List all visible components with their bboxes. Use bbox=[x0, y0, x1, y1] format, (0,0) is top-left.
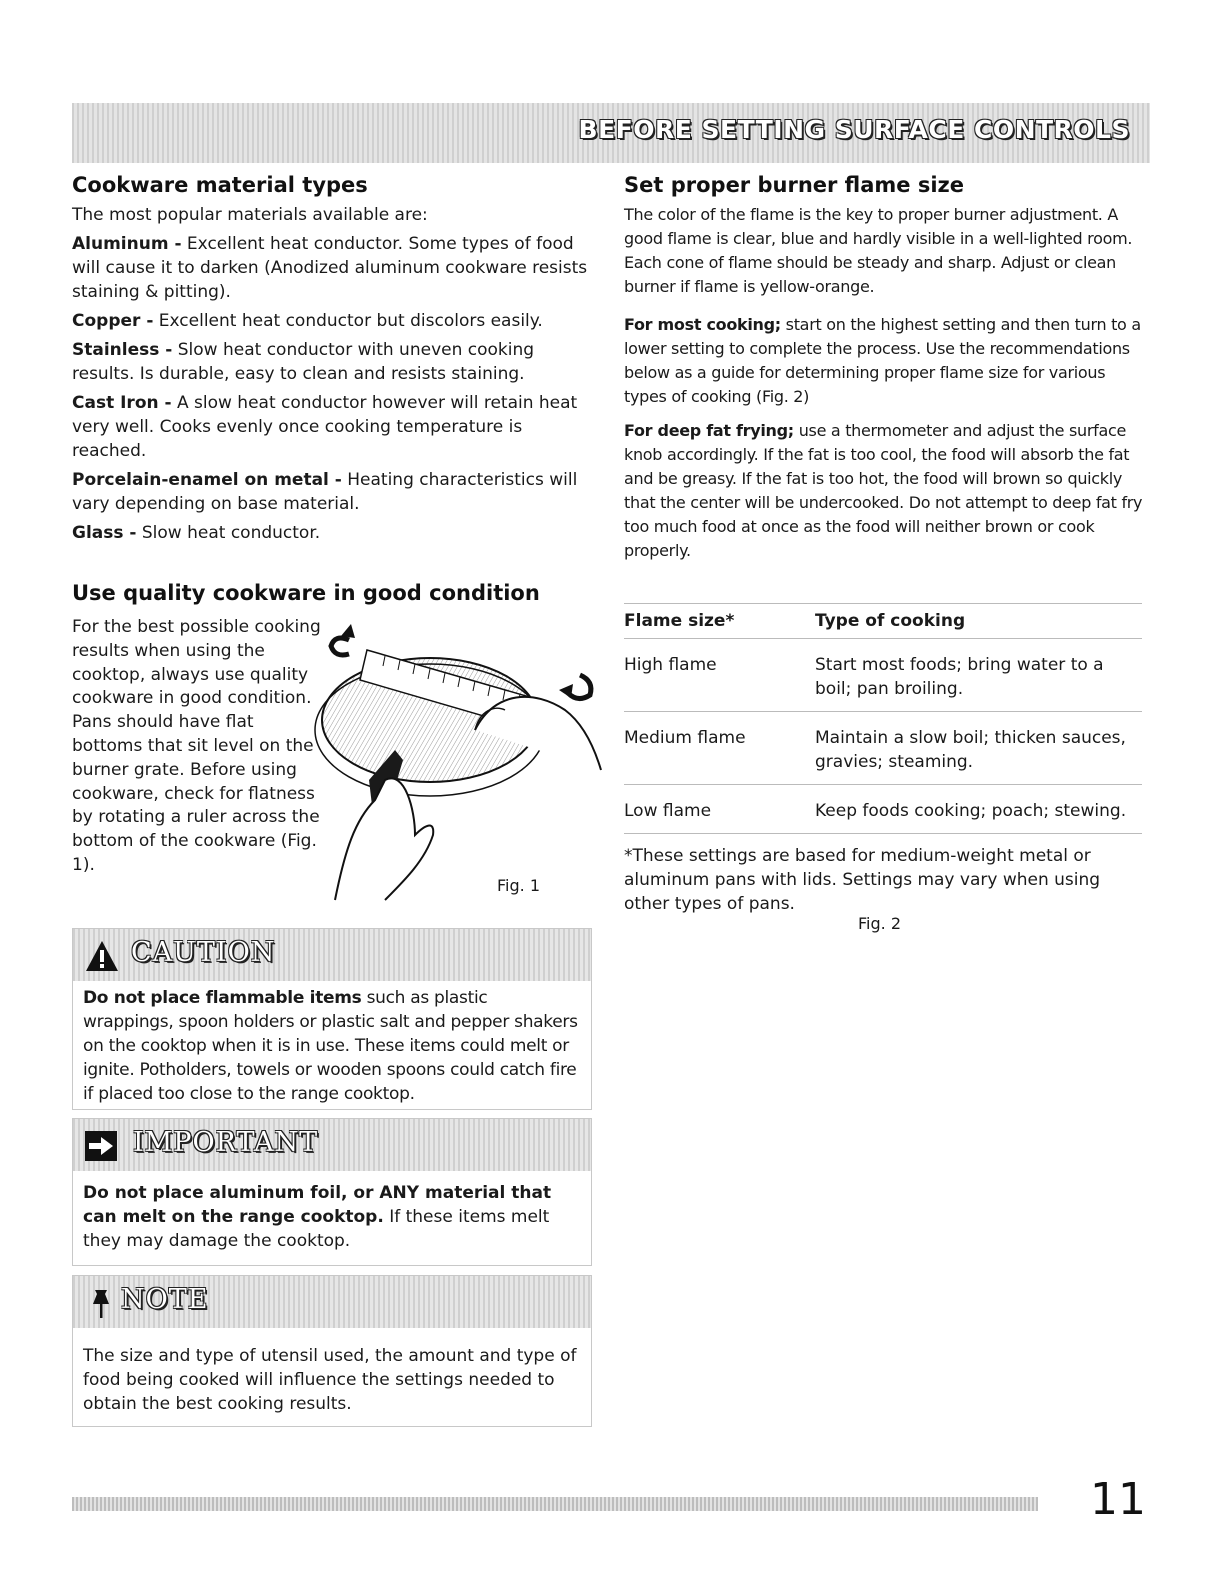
note-box bbox=[72, 1275, 592, 1427]
fig1-caption: Fig. 1 bbox=[497, 876, 540, 895]
section-title: BEFORE SETTING SURFACE CONTROLS bbox=[578, 115, 1130, 144]
fig2-caption: Fig. 2 bbox=[858, 914, 901, 933]
table-cell: High flame bbox=[624, 639, 815, 712]
note-text: The size and type of utensil used, the amount and type of food being cooked will influence the settings needed to obtain the best cooking results. bbox=[83, 1346, 577, 1414]
flame-heading: Set proper burner flame size bbox=[624, 173, 965, 197]
footer-bar bbox=[72, 1497, 1038, 1511]
table-cell: Medium flame bbox=[624, 712, 815, 785]
materials-section bbox=[72, 173, 592, 550]
material-item: Stainless - Slow heat conductor with uneven cooking results. Is durable, easy to clean and resists staining. bbox=[72, 340, 535, 384]
warning-triangle-icon bbox=[85, 939, 119, 973]
caution-body bbox=[73, 981, 591, 1118]
table-header-type: Type of cooking bbox=[815, 604, 1142, 639]
note-body bbox=[73, 1328, 591, 1428]
important-text: Do not place aluminum foil, or ANY material that can melt on the range cooktop. If these items melt they may damage the cooktop. bbox=[83, 1183, 552, 1251]
quality-heading: Use quality cookware in good condition bbox=[72, 581, 540, 605]
note-header bbox=[73, 1276, 591, 1328]
flame-section bbox=[624, 173, 1149, 568]
table-row bbox=[624, 639, 1142, 712]
table-header-flame-size: Flame size* bbox=[624, 604, 815, 639]
important-body bbox=[73, 1171, 591, 1265]
table-cell: Maintain a slow boil; thicken sauces, gravies; steaming. bbox=[815, 712, 1142, 785]
note-label: NOTE bbox=[121, 1284, 209, 1315]
caution-label: CAUTION bbox=[131, 937, 276, 968]
important-label: IMPORTANT bbox=[133, 1127, 319, 1158]
quality-text: For the best possible cooking results when using the cooktop, always use quality cookware in good condition. Pans should have flat bottoms that sit level on the burner grate. Before using cookware, check for flatness by rotating a ruler across the bottom of the cookware (Fig. 1). bbox=[72, 617, 321, 875]
table-cell: Start most foods; bring water to a boil; pan broiling. bbox=[815, 639, 1142, 712]
quality-text-block bbox=[72, 616, 322, 883]
materials-heading: Cookware material types bbox=[72, 173, 368, 197]
caution-box bbox=[72, 928, 592, 1110]
material-item: Copper - Excellent heat conductor but discolors easily. bbox=[72, 311, 543, 331]
material-item: Porcelain-enamel on metal - Heating characteristics will vary depending on base material. bbox=[72, 470, 578, 514]
deep-fat-paragraph: For deep fat frying; use a thermometer and adjust the surface knob accordingly. If the fat is too cool, the food will absorb the fat and be greasy. If the fat is too hot, the food will brown so quickly that the center will be undercooked. Do not attempt to deep fat fry too much food at once as the food will neither brown or cook properly. bbox=[624, 421, 1143, 560]
materials-intro: The most popular materials available are: bbox=[72, 205, 428, 225]
caution-header bbox=[73, 929, 591, 981]
material-item: Cast Iron - A slow heat conductor however will retain heat very well. Cooks evenly once cooking temperature is reached. bbox=[72, 393, 578, 461]
arrow-right-icon bbox=[85, 1129, 119, 1163]
page-number: 11 bbox=[1090, 1474, 1146, 1525]
pushpin-icon bbox=[85, 1286, 119, 1320]
table-row bbox=[624, 712, 1142, 785]
table-row bbox=[624, 785, 1142, 834]
most-cooking-paragraph: For most cooking; start on the highest setting and then turn to a lower setting to complete the process. Use the recommendations below as a guide for determining proper flame size for various types of cooking (Fig. 2) bbox=[624, 315, 1141, 406]
section-banner bbox=[72, 103, 1150, 163]
flame-size-table bbox=[624, 603, 1142, 834]
table-cell: Low flame bbox=[624, 785, 815, 834]
table-cell: Keep foods cooking; poach; stewing. bbox=[815, 785, 1142, 834]
table-header-row bbox=[624, 604, 1142, 639]
important-box bbox=[72, 1118, 592, 1266]
flame-intro: The color of the flame is the key to proper burner adjustment. A good flame is clear, blue and hardly visible in a well-lighted room. Each cone of flame should be steady and sharp. Adjust or clean burner if flame is yellow-orange. bbox=[624, 205, 1133, 296]
caution-text: Do not place flammable items such as plastic wrappings, spoon holders or plastic salt and pepper shakers on the cooktop when it is in use. These items could melt or ignite. Potholders, towels or wooden spoons could catch fire if placed too close to the range cooktop. bbox=[83, 988, 578, 1104]
important-header bbox=[73, 1119, 591, 1171]
material-item: Aluminum - Excellent heat conductor. Some types of food will cause it to darken (Anodized aluminum cookware resists staining & pitting). bbox=[72, 234, 588, 302]
material-item: Glass - Slow heat conductor. bbox=[72, 523, 321, 543]
ruler-flatness-illustration bbox=[305, 610, 605, 910]
flame-footnote: *These settings are based for medium-weight metal or aluminum pans with lids. Settings may vary when using other types of pans. bbox=[624, 846, 1101, 914]
